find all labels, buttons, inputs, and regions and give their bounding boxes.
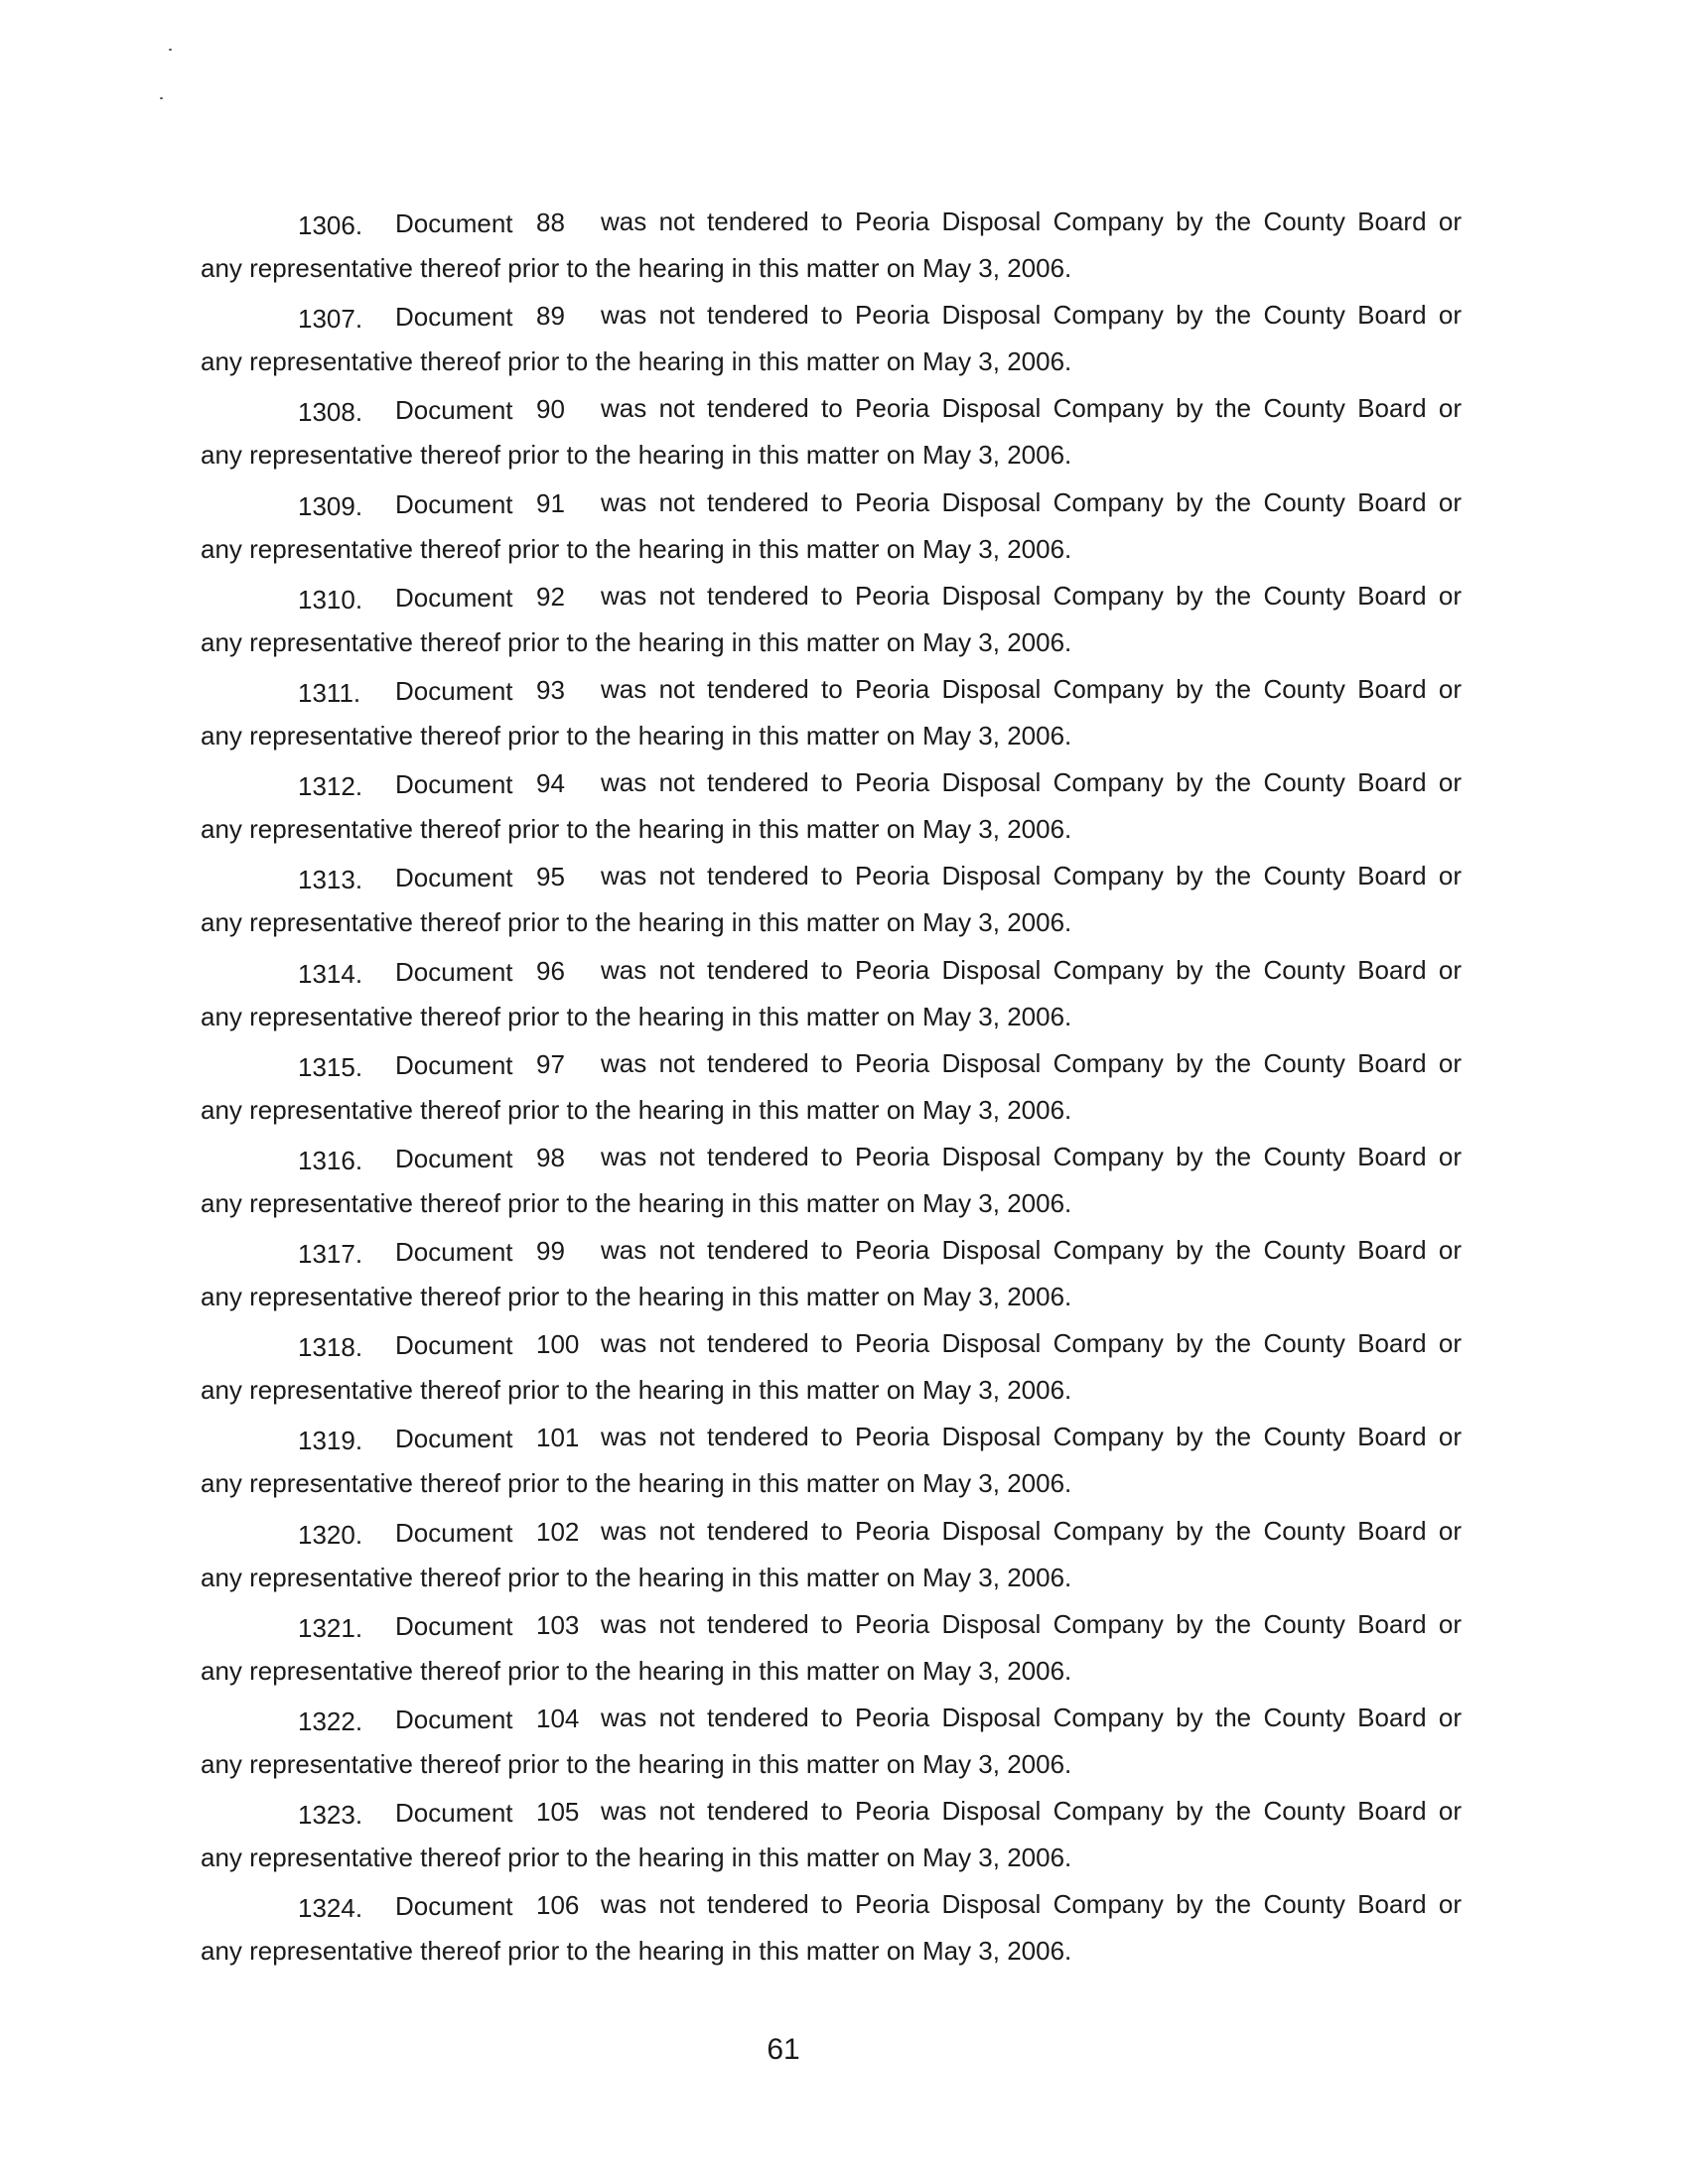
paragraph-continuation: any representative thereof prior to the hearing in this matter on May 3, 2006. bbox=[201, 1187, 1072, 1218]
document-number: 101 bbox=[536, 1423, 580, 1453]
document-word: Document bbox=[395, 1610, 513, 1641]
paragraph-continuation: any representative thereof prior to the hearing in this matter on May 3, 2006. bbox=[201, 1094, 1072, 1125]
document-number: 90 bbox=[536, 394, 565, 425]
paragraph-list bbox=[0, 204, 1684, 1980]
document-number: 92 bbox=[536, 581, 565, 612]
numbered-paragraph bbox=[0, 1045, 1684, 1139]
document-number: 94 bbox=[536, 768, 565, 799]
document-number: 99 bbox=[536, 1236, 565, 1267]
document-number: 103 bbox=[536, 1609, 580, 1640]
document-word: Document bbox=[395, 1798, 513, 1829]
paragraph-continuation: any representative thereof prior to the hearing in this matter on May 3, 2006. bbox=[201, 1936, 1072, 1967]
numbered-paragraph bbox=[0, 858, 1684, 951]
document-number: 95 bbox=[536, 862, 565, 892]
numbered-paragraph bbox=[0, 1325, 1684, 1419]
numbered-paragraph bbox=[0, 484, 1684, 578]
numbered-paragraph bbox=[0, 578, 1684, 671]
document-number: 91 bbox=[536, 487, 565, 518]
paragraph-continuation: any representative thereof prior to the hearing in this matter on May 3, 2006. bbox=[201, 1282, 1072, 1312]
numbered-paragraph bbox=[0, 297, 1684, 390]
document-word: Document bbox=[395, 1705, 513, 1734]
numbered-paragraph bbox=[0, 1793, 1684, 1886]
paragraph-text: was not tendered to Peoria Disposal Company by the County Board or bbox=[601, 767, 1462, 798]
scan-speck bbox=[160, 97, 163, 99]
paragraph-text: was not tendered to Peoria Disposal Company by the County Board or bbox=[601, 1141, 1462, 1171]
paragraph-number: 1313. bbox=[298, 865, 363, 895]
paragraph-text: was not tendered to Peoria Disposal Company by the County Board or bbox=[601, 673, 1462, 704]
paragraph-number: 1316. bbox=[298, 1145, 363, 1175]
paragraph-text: was not tendered to Peoria Disposal Company by the County Board or bbox=[601, 1235, 1462, 1266]
document-word: Document bbox=[395, 863, 513, 893]
paragraph-text: was not tendered to Peoria Disposal Company by the County Board or bbox=[601, 1796, 1462, 1827]
document-word: Document bbox=[395, 1891, 513, 1922]
paragraph-continuation: any representative thereof prior to the hearing in this matter on May 3, 2006. bbox=[201, 720, 1072, 751]
document-word: Document bbox=[395, 208, 513, 238]
paragraph-number: 1312. bbox=[298, 771, 363, 802]
paragraph-text: was not tendered to Peoria Disposal Company by the County Board or bbox=[601, 486, 1462, 517]
paragraph-number: 1324. bbox=[298, 1893, 363, 1924]
paragraph-continuation: any representative thereof prior to the hearing in this matter on May 3, 2006. bbox=[201, 253, 1072, 283]
paragraph-number: 1319. bbox=[298, 1426, 363, 1456]
document-number: 97 bbox=[536, 1048, 565, 1079]
paragraph-number: 1315. bbox=[298, 1051, 363, 1082]
paragraph-continuation: any representative thereof prior to the hearing in this matter on May 3, 2006. bbox=[201, 1562, 1072, 1592]
document-number: 106 bbox=[536, 1890, 580, 1921]
paragraph-continuation: any representative thereof prior to the hearing in this matter on May 3, 2006. bbox=[201, 1843, 1072, 1873]
paragraph-text: was not tendered to Peoria Disposal Company by the County Board or bbox=[601, 1047, 1462, 1078]
numbered-paragraph bbox=[0, 952, 1684, 1045]
document-number: 98 bbox=[536, 1142, 565, 1172]
document-number: 100 bbox=[536, 1329, 580, 1360]
paragraph-continuation: any representative thereof prior to the hearing in this matter on May 3, 2006. bbox=[201, 814, 1072, 845]
numbered-paragraph bbox=[0, 204, 1684, 297]
document-word: Document bbox=[395, 1237, 513, 1268]
document-word: Document bbox=[395, 582, 513, 613]
document-word: Document bbox=[395, 1517, 513, 1548]
paragraph-text: was not tendered to Peoria Disposal Company by the County Board or bbox=[601, 1328, 1462, 1359]
paragraph-continuation: any representative thereof prior to the hearing in this matter on May 3, 2006. bbox=[201, 1001, 1072, 1031]
document-word: Document bbox=[395, 675, 513, 706]
scan-speck bbox=[169, 49, 172, 51]
document-number: 96 bbox=[536, 955, 565, 986]
paragraph-text: was not tendered to Peoria Disposal Company by the County Board or bbox=[601, 861, 1462, 891]
paragraph-continuation: any representative thereof prior to the hearing in this matter on May 3, 2006. bbox=[201, 440, 1072, 471]
paragraph-number: 1322. bbox=[298, 1706, 363, 1736]
paragraph-text: was not tendered to Peoria Disposal Company by the County Board or bbox=[601, 580, 1462, 611]
paragraph-continuation: any representative thereof prior to the hearing in this matter on May 3, 2006. bbox=[201, 626, 1072, 657]
document-word: Document bbox=[395, 1330, 513, 1361]
paragraph-text: was not tendered to Peoria Disposal Company by the County Board or bbox=[601, 1608, 1462, 1639]
paragraph-number: 1311. bbox=[298, 677, 361, 708]
paragraph-number: 1320. bbox=[298, 1519, 363, 1550]
numbered-paragraph bbox=[0, 1886, 1684, 1979]
document-number: 105 bbox=[536, 1797, 580, 1828]
paragraph-number: 1306. bbox=[298, 210, 363, 240]
paragraph-text: was not tendered to Peoria Disposal Company by the County Board or bbox=[601, 300, 1462, 331]
paragraph-number: 1317. bbox=[298, 1239, 363, 1270]
paragraph-text: was not tendered to Peoria Disposal Company by the County Board or bbox=[601, 206, 1462, 236]
paragraph-number: 1309. bbox=[298, 490, 363, 521]
numbered-paragraph bbox=[0, 1513, 1684, 1606]
document-word: Document bbox=[395, 769, 513, 800]
document-word: Document bbox=[395, 956, 513, 987]
paragraph-text: was not tendered to Peoria Disposal Company by the County Board or bbox=[601, 954, 1462, 985]
paragraph-text: was not tendered to Peoria Disposal Company by the County Board or bbox=[601, 1703, 1462, 1732]
document-word: Document bbox=[395, 1049, 513, 1080]
paragraph-number: 1310. bbox=[298, 584, 363, 614]
paragraph-number: 1307. bbox=[298, 304, 363, 335]
page-number: 61 bbox=[767, 2033, 800, 2066]
document-number: 104 bbox=[536, 1704, 580, 1733]
numbered-paragraph bbox=[0, 1700, 1684, 1793]
paragraph-number: 1308. bbox=[298, 397, 363, 428]
paragraph-text: was not tendered to Peoria Disposal Company by the County Board or bbox=[601, 1422, 1462, 1452]
document-number: 88 bbox=[536, 207, 565, 237]
paragraph-number: 1321. bbox=[298, 1612, 363, 1643]
numbered-paragraph bbox=[0, 1232, 1684, 1325]
paragraph-continuation: any representative thereof prior to the hearing in this matter on May 3, 2006. bbox=[201, 907, 1072, 938]
document-number: 89 bbox=[536, 301, 565, 332]
paragraph-continuation: any representative thereof prior to the hearing in this matter on May 3, 2006. bbox=[201, 533, 1072, 564]
paragraph-continuation: any representative thereof prior to the hearing in this matter on May 3, 2006. bbox=[201, 346, 1072, 377]
paragraph-number: 1318. bbox=[298, 1332, 363, 1363]
document-word: Document bbox=[395, 488, 513, 519]
document-word: Document bbox=[395, 1424, 513, 1454]
paragraph-continuation: any representative thereof prior to the hearing in this matter on May 3, 2006. bbox=[201, 1468, 1072, 1499]
numbered-paragraph bbox=[0, 764, 1684, 858]
document-word: Document bbox=[395, 395, 513, 426]
paragraph-continuation: any representative thereof prior to the hearing in this matter on May 3, 2006. bbox=[201, 1375, 1072, 1406]
numbered-paragraph bbox=[0, 390, 1684, 483]
numbered-paragraph bbox=[0, 1139, 1684, 1232]
document-word: Document bbox=[395, 302, 513, 333]
paragraph-continuation: any representative thereof prior to the hearing in this matter on May 3, 2006. bbox=[201, 1655, 1072, 1686]
numbered-paragraph bbox=[0, 671, 1684, 764]
paragraph-number: 1314. bbox=[298, 958, 363, 989]
numbered-paragraph bbox=[0, 1419, 1684, 1512]
document-number: 102 bbox=[536, 1516, 580, 1547]
document-word: Document bbox=[395, 1143, 513, 1173]
paragraph-text: was not tendered to Peoria Disposal Company by the County Board or bbox=[601, 1515, 1462, 1546]
paragraph-continuation: any representative thereof prior to the hearing in this matter on May 3, 2006. bbox=[201, 1749, 1072, 1779]
paragraph-text: was not tendered to Peoria Disposal Company by the County Board or bbox=[601, 1889, 1462, 1920]
numbered-paragraph bbox=[0, 1606, 1684, 1700]
paragraph-number: 1323. bbox=[298, 1800, 363, 1831]
paragraph-text: was not tendered to Peoria Disposal Company by the County Board or bbox=[601, 393, 1462, 424]
document-number: 93 bbox=[536, 674, 565, 705]
